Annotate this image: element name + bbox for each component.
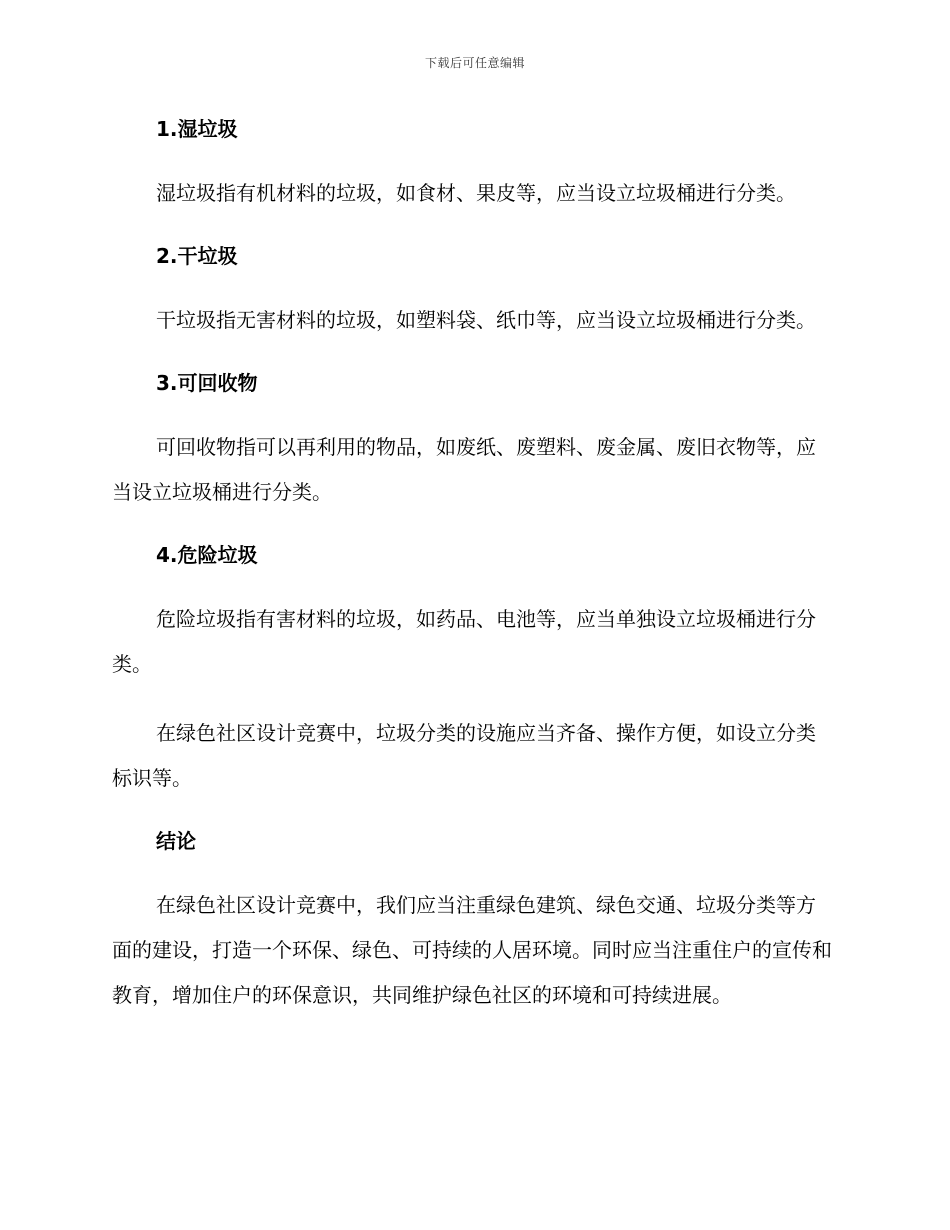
section-paragraph-wet-waste: 湿垃圾指有机材料的垃圾，如食材、果皮等，应当设立垃圾桶进行分类。	[156, 181, 796, 205]
section-heading-hazardous-waste: 4.危险垃圾	[156, 543, 258, 567]
section-heading-wet-waste: 1.湿垃圾	[156, 117, 238, 141]
section-paragraph-hazardous-waste: 危险垃圾指有害材料的垃圾，如药品、电池等，应当单独设立垃圾桶进行分类。	[112, 607, 816, 676]
conclusion-paragraph: 在绿色社区设计竞赛中，我们应当注重绿色建筑、绿色交通、垃圾分类等方面的建设，打造一个环保、绿色、可持续的人居环境。同时应当注重住户的宣传和教育，增加住户的环保意识，共同维护绿色社区的环境和可持续进展。	[112, 893, 832, 1007]
section-heading-dry-waste: 2.干垃圾	[156, 244, 238, 268]
document-body	[112, 113, 832, 1018]
section-paragraph-recyclables: 可回收物指可以再利用的物品，如废纸、废塑料、废金属、废旧衣物等，应当设立垃圾桶进行分类。	[112, 435, 816, 504]
page-header: 下载后可任意编辑	[424, 56, 525, 70]
section-paragraph-dry-waste: 干垃圾指无害材料的垃圾，如塑料袋、纸巾等，应当设立垃圾桶进行分类。	[156, 308, 816, 332]
conclusion-heading: 结论	[156, 829, 196, 853]
section-heading-recyclables: 3.可回收物	[156, 371, 258, 395]
summary-paragraph: 在绿色社区设计竞赛中，垃圾分类的设施应当齐备、操作方便，如设立分类标识等。	[112, 721, 816, 790]
